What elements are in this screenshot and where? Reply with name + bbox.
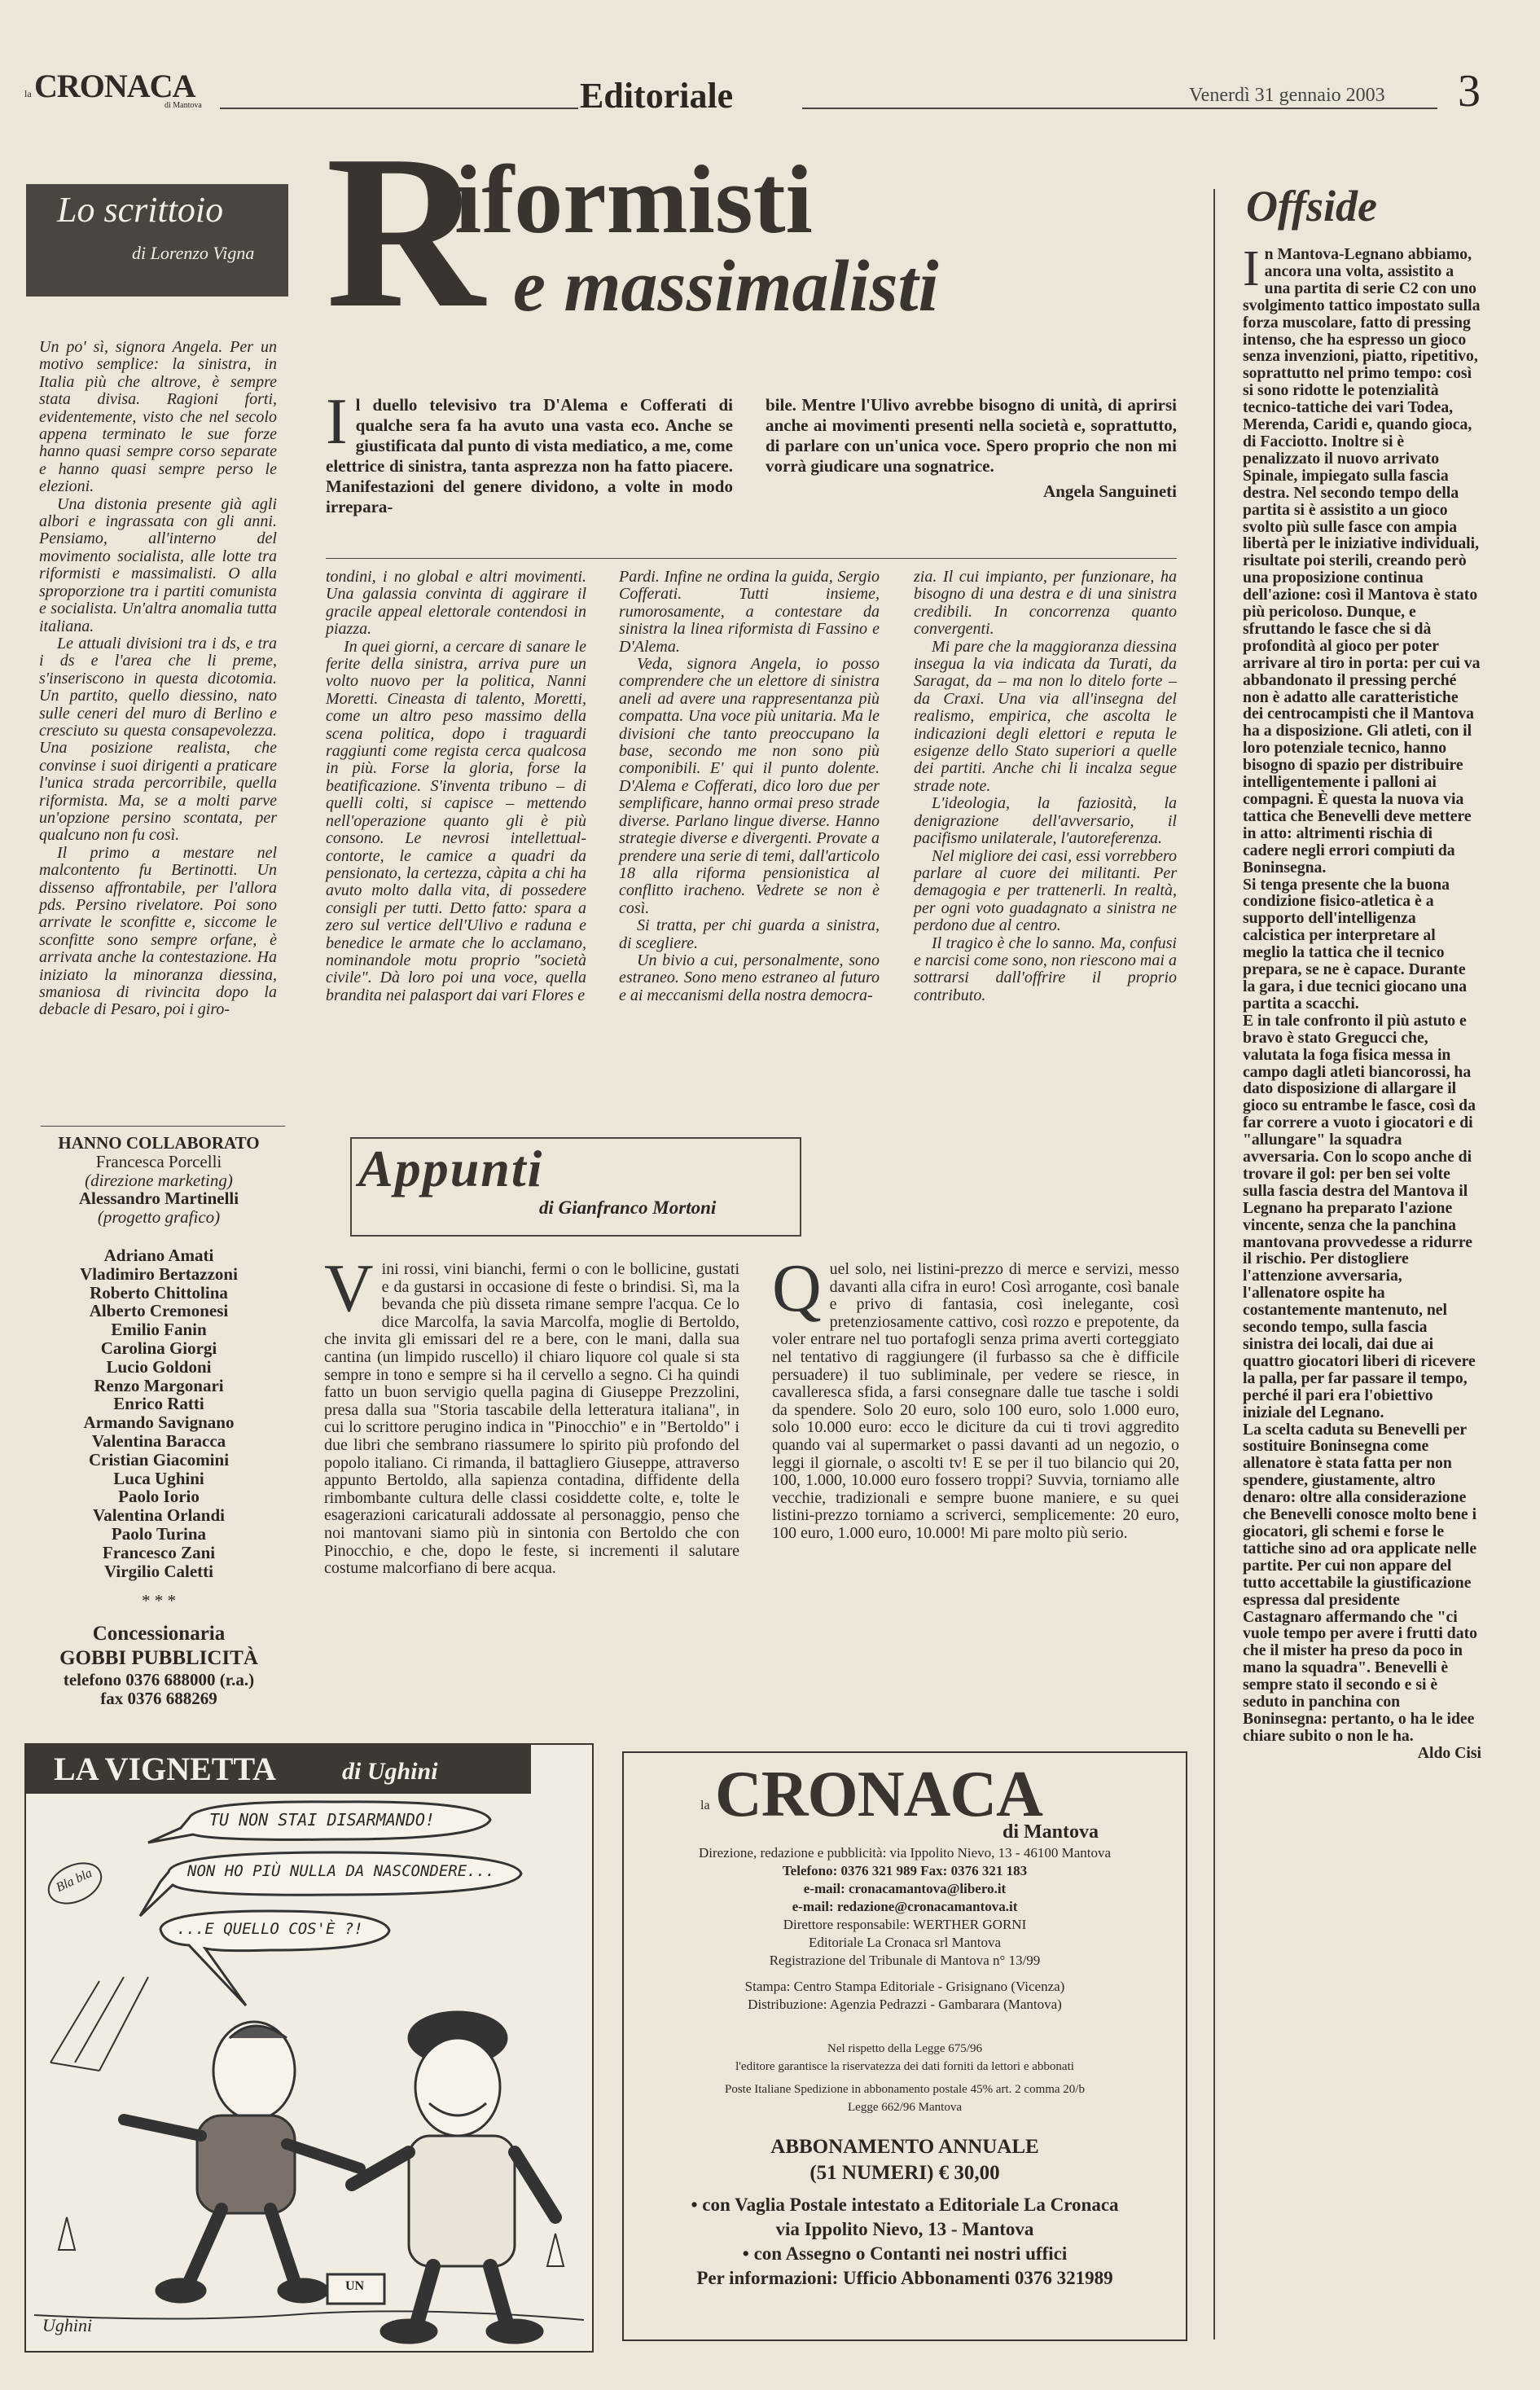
reply-col4-p2: Mi pare che la maggioranza diessina insegua la via indicata da Turati, da Saragat, da – ma non lo ditelo forte – da Craxi. Una via all'insegna del realismo, empirica, che ascolta le indicazioni degli elettori e reputa le esigenze dello Stato superiori a quelle dei partiti. Anche chi li incalza segue strade note. [914, 637, 1177, 795]
imprint-phone: Telefono: 0376 321 989 Fax: 0376 321 183 [782, 1863, 1028, 1878]
masthead-logo-small: la [24, 88, 32, 99]
flying-figure [124, 2022, 360, 2302]
imprint-logo-text: CRONACA [715, 1759, 1042, 1830]
vignetta-title: LA VIGNETTA [54, 1751, 277, 1787]
payment-postal: • con Vaglia Postale intestato a Editoriale La Cronaca [691, 2194, 1119, 2215]
imprint-logo-small: la [700, 1799, 710, 1812]
appunti-title-box [350, 1137, 801, 1237]
headline-line1: iformisti [454, 145, 813, 253]
offside-p3: E in tale confronto il più astuto e bravo è stato Gregucci che, valutata la foga fisica messa in campo dagli atleti biancorossi, ha dato disposizione di allargare il gioco su entrambe le fasce, così da far correre a vuoto i giocatori e di "allungare" la squadra avversaria. Con lo scopo anche di trovare il gol: per ben sei volte sulla fascia destra del Mantova il Legnano ha preparato l'azione vincente, senza che la panchina mantovana provvedesse a ridurre il rischio. Per distogliere l'attenzione avversaria, l'allenatore ospite ha costantemente mantenuto, nel secondo tempo, sulla fascia sinistra dei locali, dai due ai quattro giocatori liberi di ricevere la palla, per far passare il tempo, perché il pari era l'obiettivo iniziale del Legnano. [1243, 1011, 1476, 1421]
reply-col1-p4: Il primo a mestare nel malcontento fu Bertinotti. Un dissenso affrontabile, per l'allora pds. Persino rivelatore. Poi sono arrivate le sconfitte e, siccome le sconfitte sono sempre orfane, è arrivata anche la contestazione. Ha iniziato la minoranza diessina, smaniosa di rivincita dopo la debacle di Pesaro, poi i giro- [39, 843, 277, 1019]
credits-name: Luca Ughini [113, 1468, 204, 1488]
imprint-postal-2: Legge 662/96 Mantova [848, 2101, 962, 2114]
column-author: di Lorenzo Vigna [132, 243, 255, 263]
reply-col3-p3: Si tratta, per chi guarda a sinistra, di scegliere. [619, 916, 880, 952]
masthead-logo-sub: di Mantova [165, 101, 202, 110]
credits-name: Emilio Fanin [111, 1320, 207, 1340]
credits-heading: HANNO COLLABORATO [58, 1133, 260, 1153]
bubble-1-text: TU NON STAI DISARMANDO! [209, 1810, 435, 1830]
bubble-3-text: ...E QUELLO COS'È ?! [177, 1920, 363, 1938]
credits-name: Carolina Giorgi [100, 1338, 217, 1358]
masthead-logo-text: CRONACA [34, 68, 195, 104]
imprint-box [622, 1751, 1187, 2341]
appunti-col2-text: uel solo, nei listini-prezzo di merce e servizi, messo davanti alla cifra in euro! Così arrogante, così banale e privo di fantasia, così inelegante, così pretenziosamente cattivo, così rozzo e prepotente, da voler entrare nel tuo portafogli senza prima averti corteggiato nel tentativo di raggiungere (il furbasso sa che è difficile persuadere) il tuo subliminale, per vedere se riesce, in cavalleresca sfida, a farsi consegnare dalle tue tasche i soldi da spendere. Solo 20 euro, solo 100 euro, solo 1.000 euro, solo 10.000 euro: ecco le diciture da cui ti trovi aggredito quando vai al supermarket o passi davanti ad un negozio, o leggi il giornale, o ascolti tv! E se per il tuo bilancio qui 20, 100, 1.000, 10.000 euro fossero troppi? Suvvia, torniamo alle vecchie, tradizionali e sempre buone maniere, e su quei listini-prezzo torniamo a scriverci, semplicemente: 20 euro, 100 euro, 1.000 euro, 10.000! Mi pare molto più serio. [772, 1260, 1179, 1542]
appunti-col2 [772, 1250, 1179, 1543]
reply-col3 [619, 569, 880, 1004]
payment-postal-address: via Ippolito Nievo, 13 - Mantova [775, 2219, 1034, 2239]
credits-lead-1-role: (direzione marketing) [85, 1170, 233, 1190]
imprint-postal-1: Poste Italiane Spedizione in abbonamento postale 45% art. 2 comma 20/b [725, 2083, 1085, 2096]
credits-top-rule [41, 1126, 285, 1127]
credits-name: Paolo Iorio [118, 1487, 200, 1507]
concession-fax: fax 0376 688269 [100, 1688, 217, 1708]
appunti-title: Appunti [358, 1140, 544, 1197]
credits-name: Renzo Margonari [94, 1375, 224, 1395]
credits-stars: * * * [142, 1591, 176, 1611]
credits-name: Valentina Orlandi [92, 1505, 225, 1526]
credits-names [24, 1246, 293, 1580]
credits-name: Armando Savignano [83, 1412, 235, 1433]
column-title: Lo scrittoio [57, 190, 224, 230]
imprint-distribution: Distribuzione: Agenzia Pedrazzi - Gambarara (Mantova) [748, 1997, 1062, 2012]
appunti-author: di Gianfranco Mortoni [539, 1197, 717, 1218]
masthead-rule-right [802, 108, 1437, 109]
subscription-info: Per informazioni: Ufficio Abbonamenti 0376 321989 [696, 2268, 1113, 2288]
letter-dropcap: I [326, 386, 348, 458]
imprint-director: Direttore responsabile: WERTHER GORNI [783, 1917, 1027, 1932]
reply-col4-p1: zia. Il cui impianto, per funzionare, ha bisogno di una destra e di una sinistra credibili. In concorrenza quanto convergenti. [914, 568, 1177, 639]
payment-cash: • con Assegno o Contanti nei nostri uffici [742, 2243, 1068, 2264]
credits-name: Valentina Baracca [91, 1430, 226, 1451]
sack-text: UN [345, 2279, 365, 2293]
imprint-publisher: Editoriale La Cronaca srl Mantova [808, 1935, 1002, 1950]
imprint-email-1: e-mail: cronacamantova@libero.it [803, 1881, 1007, 1896]
rocket-left [59, 2217, 75, 2250]
imprint-registration: Registrazione del Tribunale di Mantova n° 13/99 [769, 1953, 1041, 1968]
parachute-cords [50, 1977, 148, 2071]
offside-left-rule [1213, 189, 1215, 2339]
imprint-print: Stampa: Centro Stampa Editoriale - Grisignano (Vicenza) [744, 1979, 1065, 1994]
reply-col4-p5: Il tragico è che lo sanno. Ma, confusi e narcisi come sono, non riescono mai a sottrarsi dall'offrire il proprio contributo. [914, 934, 1177, 1004]
subscription-price: (51 NUMERI) € 30,00 [809, 2162, 1000, 2184]
credits-lead-2-role: (progetto grafico) [97, 1207, 221, 1228]
vignetta-box [24, 1743, 594, 2353]
credits-name: Paolo Turina [111, 1523, 207, 1544]
offside-p2: Si tenga presente che la buona condizione fisico-atletica è a supporto dell'intelligenza calcistica per interpretare al meglio la tattica che il tecnico prepara, se ne è capace. Durante la gara, i due tecnici giocano una partita a scacchi. [1243, 875, 1468, 1013]
credits-name: Lucio Goldoni [106, 1356, 212, 1377]
offside-dropcap: I [1243, 241, 1260, 297]
appunti-dropcap-1: V [324, 1250, 374, 1326]
credits-name: Alberto Cremonesi [89, 1301, 229, 1321]
issue-date: Venerdì 31 gennaio 2003 [1189, 85, 1385, 106]
headline-line2: e massimalisti [513, 246, 939, 327]
headline [326, 110, 1140, 354]
reply-col2 [326, 569, 586, 1004]
concession-label: Concessionaria [92, 1623, 226, 1645]
reply-col4 [914, 569, 1177, 1004]
offside-title: Offside [1246, 182, 1377, 231]
rocket-right [547, 2234, 564, 2266]
letter-signature: Angela Sanguineti [1043, 481, 1177, 501]
credits-name: Virgilio Caletti [104, 1561, 213, 1581]
imprint-privacy-2: l'editore garantisce la riservatezza dei dati forniti da lettori e abbonati [735, 2060, 1074, 2073]
offside-body [1243, 241, 1481, 1762]
section-title: Editoriale [580, 76, 734, 116]
credits-name: Roberto Chittolina [90, 1282, 228, 1303]
letter-text-b: bile. Mentre l'Ulivo avrebbe bisogno di unità, di aprirsi anche ai movimenti presenti nella società e, soprattutto, di parlare con un'unica voce. Spero proprio che non mi vorrà giudicare una sognatrice. [766, 395, 1177, 476]
offside-p1 [1243, 241, 1481, 876]
reply-col3-p2: Veda, signora Angela, io posso comprendere che un elettore di sinistra aneli ad avere una rappresentanza più compatta. Una voce più unitaria. Ma le divisioni che tanto preoccupano la base, secondo me non sono più componibili. E' qui il punto dolente. D'Alema e Cofferati, dico loro due per semplificare, hanno ormai preso strade diverse. Parlano lingue diverse. Hanno strategie diverse e divergenti. Provate a prendere una serie di temi, dall'articolo 18 alla riforma pensionistica al conflitto iracheno. Vedrete se non è così. [619, 655, 880, 917]
credits-lead-1-name: Francesca Porcelli [95, 1151, 222, 1171]
offside-p4: La scelta caduta su Benevelli per sostituire Boninsegna come allenatore è stata fatta per non spendere, giustamente, altro denaro: oltre alla considerazione che Benevelli conosce molto bene i giocatori, gli schemi e forse le tattiche sino ad ora applicate nelle partite. Per cui non appare del tutto accettabile la giustificazione espressa dal presidente Castagnaro affermando che "ci vuole tempo per avere i frutti dato che il mister ha preso da poco in mano la squadra". Benevelli è sempre stato il secondo e si è seduto in panchina con Boninsegna: pertanto, o ha le idee chiare subito o non le ha. [1243, 1420, 1477, 1745]
letter-text-a: l duello televisivo tra D'Alema e Cofferati di qualche sera fa ha avuto una vasta eco. Anche se giustificata dal punto di vista mediatico, a me, come elettrice di sinistra, tanta asprezza non ha fatto piacere. Manifestazioni del genere dividono, a volte in modo irrepara- [326, 395, 733, 516]
subscription-title: ABBONAMENTO ANNUALE [770, 2136, 1039, 2158]
appunti-col1 [324, 1250, 739, 1578]
reply-col1-p1: Un po' sì, signora Angela. Per un motivo semplice: la sinistra, in Italia più che altrove, è sempre stata divisa. Ragioni forti, evidentemente, visto che nel secolo appena terminato le sue forze hanno quasi sempre corso separate e hanno quasi sempre perso le elezioni. [39, 338, 277, 496]
reply-col2-p2: In quei giorni, a cercare di sanare le ferite della sinistra, arriva pure un volto nuovo per la politica, Nanni Moretti. Cineasta di talento, Moretti, come un altro peso massimo della scena politica, dopo i traguardi raggiunti come regista cerca qualcosa in più. Forse la gloria, forse la beatificazione. S'inventa tribuno – di quelli colti, si capisce – mettendo nell'operazione quanto gli è più consono. Le nevrosi intellettual-contorte, le camice a quadri da pensionato, la certezza, càpita a chi ha avuto molto dalla vita, di possedere consigli per tutti. Detto fatto: spara a zero sul vertice dell'Ulivo e raduna e benedice le armate che lo acclamano, nominandole motu proprio "società civile". Dà loro poi una voce, quella brandita nei palasport dai vari Flores e [326, 637, 586, 1004]
letter-col2 [766, 395, 1177, 502]
imprint-privacy-1: Nel rispetto della Legge 675/96 [827, 2042, 982, 2055]
credits-name: Francesco Zani [102, 1542, 216, 1562]
column-title-box [26, 184, 288, 297]
reply-col2-p1: tondini, i no global e altri movimenti. Una galassia convinta di aggirare il gracile appeal elettorale contendosi in piazza. [326, 568, 586, 639]
reply-col1 [39, 339, 277, 1019]
bubble-2-text: NON HO PIÙ NULLA DA NASCONDERE... [187, 1862, 495, 1880]
credits-lead-2-name: Alessandro Martinelli [78, 1188, 239, 1209]
reply-col4-p3: L'ideologia, la faziosità, la denigrazione dell'avversario, il pacifismo unilaterale, l'autoreferenza. [914, 794, 1177, 848]
letter-divider [326, 558, 1177, 559]
vignetta-author: di Ughini [342, 1758, 438, 1785]
credits-name: Vladimiro Bertazzoni [80, 1263, 238, 1284]
reply-col3-p4: Un bivio a cui, personalmente, sono estraneo. Sono meno estraneo al futuro e ai meccanismi della nostra democra- [619, 951, 880, 1004]
reply-col1-p3: Le attuali divisioni tra i ds, e tra i ds e l'area che li preme, s'inseriscono in questa dicotomia. Un partito, quello diessino, nato sulle ceneri del muro di Berlino e cresciuto su questa consapevolezza. Una posizione realista, che convinse i suoi dirigenti a praticare l'unica strada percorribile, quella riformista. Ma, se a molti parve un'opzione persino scontata, per qualcuno non fu così. [39, 634, 277, 845]
credits-name: Cristian Giacomini [88, 1449, 230, 1470]
concession-phone: telefono 0376 688000 (r.a.) [63, 1670, 255, 1690]
appunti-dropcap-2: Q [772, 1250, 822, 1326]
credits-name: Adriano Amati [103, 1245, 214, 1265]
scribble-text: Bla bla [54, 1865, 94, 1896]
imprint-address: Direzione, redazione e pubblicità: via Ippolito Nievo, 13 - 46100 Mantova [698, 1845, 1112, 1861]
reply-col4-p4: Nel migliore dei casi, essi vorrebbero parlare al cuore dei militanti. Per demagogia e per trattenerli. In realtà, per ogni voto guadagnato a sinistra ne perdono due al centro. [914, 846, 1177, 935]
credits-name: Enrico Ratti [113, 1394, 204, 1414]
offside-p1-text: n Mantova-Legnano abbiamo, ancora una volta, assistito a una partita di serie C2 con uno svolgimento tattico impostato sulla forza muscolare, fatto di pressing intenso, che ha espresso un gioco senza invenzioni, piatto, ripetitivo, soprattutto nel primo tempo: così si sono ridotte le potenzialità tecnico-tattiche dei vari Todea, Merenda, Caridi e, quando gioca, di Facciotto. Inoltre si è penalizzato il nuovo arrivato Spinale, impiegato sulla fascia destra. Nel secondo tempo della partita si è assistito a un gioco svolto più sulle fasce con ampia libertà per le iniziative individuali, risultate poi sterili, creando però una proposizione continua dell'azione: così il Mantova è stato più pericoloso. Dunque, e sfruttando le fasce che si dà profondità al gioco per poter arrivare al tiro in porta: per cui va abbandonato il pressing perché non è adatto alle caratteristiche dei centrocampisti che il Mantova ha a disposizione. Gli atleti, con il loro potenziale tecnico, hanno bisogno di spazio per distribuire intelligentemente i palloni ai compagni. È questa la nuova via tattica che Benevelli deve mettere in atto: altrimenti rischia di cadere negli errori compiuti da Boninsegna. [1243, 245, 1481, 876]
imprint-logo [624, 1753, 1186, 1844]
imprint-logo-sub: di Mantova [1003, 1821, 1099, 1843]
reply-col1-p2: Una distonia presente già agli albori e ingrassata con gli anni. Pensiamo, all'interno del movimento socialista, alle lotte tra riformisti e massimalisti. O alla sproporzione tra i partiti comunista e socialista. Un'altra anomalia tutta italiana. [39, 494, 277, 635]
headline-initial: R [326, 110, 485, 354]
concession-company: GOBBI PUBBLICITÀ [59, 1647, 258, 1670]
offside-signature: Aldo Cisi [1417, 1743, 1481, 1762]
cartoon-signature: Ughini [42, 2315, 93, 2335]
page-number: 3 [1458, 66, 1481, 116]
letter-col1 [326, 386, 733, 517]
appunti-col1-text: ini rossi, vini bianchi, fermi o con le bollicine, gustati e da gustarsi in occasione di feste o brindisi. Sì, ma la bevanda che più disseta rimane sempre l'acqua. Ce lo dice Marcolfa, la savia Marcolfa, moglie di Bertoldo, che invita gli emissari del re a bere, con le mani, dalla sua cantina (un limpido ruscello) il chiaro liquore col quale si sta sempre in tono e sempre si ha il cervello a segno. Ci ha quindi fatto un buon servigio quella pagina di Giuseppe Prezzolini, presa dalla sua "Storia tascabile della letteratura italiana", in cui lo scrittore perugino indica in "Pinocchio" e in "Bertoldo" i due libri che sembrano riassumere lo spirito più profondo del popolo italiano. Ci rimanda, il battagliero Giuseppe, attraverso appunto Bertoldo, alla sapienza contadina, diffidente della rimbombante cultura delle classi cosiddette colte, e, tolte le esagerazioni caricaturali addossate al personaggio, penso che noi mantovani siamo più in sintonia con Bertoldo che con Pinocchio, e che, dopo le feste, si incrementi il salutare costume malcorfiano di bere acqua. [324, 1260, 739, 1578]
reply-col3-p1: Pardi. Infine ne ordina la guida, Sergio Cofferati. Tutti insieme, rumorosamente, a contestare da sinistra la linea riformista di Fassino e D'Alema. [619, 568, 880, 656]
imprint-email-2: e-mail: redazione@cronacamantova.it [792, 1899, 1018, 1914]
masthead-rule-left [220, 108, 578, 109]
